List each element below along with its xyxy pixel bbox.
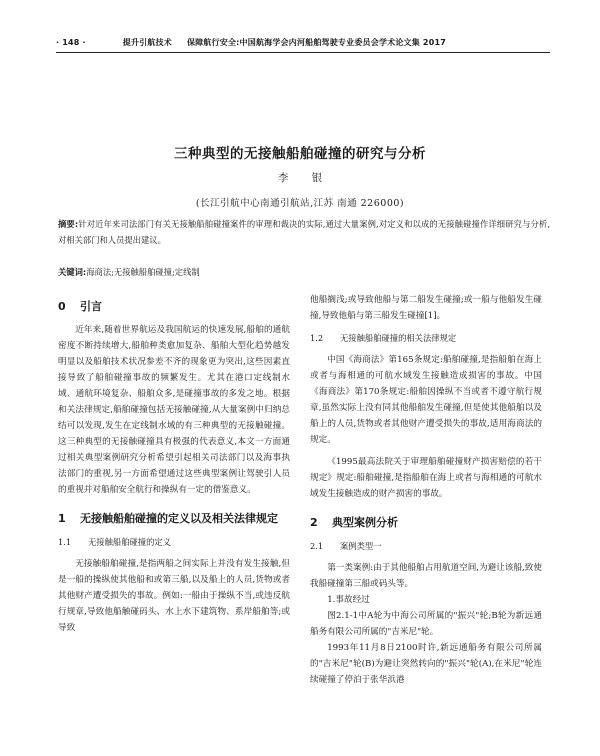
subsection-heading-2-1 [310,538,542,554]
abstract [58,216,550,248]
page-number: · 148 · [56,38,86,47]
section-number: 0 [58,300,66,313]
case-type-paragraph: 第一类案例:由于其他船舶占用航道空间,为避让该船,致使我船碰撞第三船或码头等。 [310,563,542,589]
maritime-code-paragraph: 中国《海商法》第165条规定:船舶碰撞,是指船舶在海上或者与海相通的可航水域发生接触造成损害的事故。中国《海商法》第170条规定:船舶因操纵不当或者不遵守航行规章,虽然实际上没有同其他船舶发生碰撞,但是使其他船舶以及船上的人员,货物或者其他财产遭受损失的事故,适用海商法的规定。 [310,355,542,445]
right-column [310,292,542,688]
definition-paragraph: 无接触船舶碰撞,是指两船之间实际上并没有发生接触,但是一船的操纵使其他船和或第三船,以及船上的人员,货物或者其他财产遭受损失的事故。例如:一船由于操纵不当,或违反航行规章,导致他船触碰码头、水上水下建筑物、系岸船舶等;或导致 [58,559,290,633]
incident-subheading: 1.事故经过 [327,595,370,605]
subsection-number: 1.1 [58,537,72,547]
keywords-label: 关键词: [58,267,87,277]
section-heading-2 [310,514,542,532]
author-affiliation: (长江引航中心南通引航站,江苏 南通 226000) [195,198,405,209]
incident-narrative-paragraph: 1993年11月8日2100时许,新远通船务有限公司所属的"吉米尼"轮(B)为避让突然转向的"振兴"轮(A),在米尼"轮连续碰撞了停泊于张华浜港 [310,643,542,685]
subsection-number: 1.2 [310,333,324,343]
running-head-proceedings: 保障航行安全:中国航海学会内河船舶驾驶专业委员会学术论文集 2017 [186,38,447,47]
subsection-heading-1-1 [58,534,290,550]
running-head [56,37,556,48]
left-column [58,292,290,636]
section-title: 典型案例分析 [332,516,398,529]
figure-reference-paragraph: 图2.1-1中A轮为中海公司所属的"振兴"轮;B轮为新远通船务有限公司所属的"吉米尼"轮。 [310,611,542,637]
supreme-court-paragraph: 《1995最高法院关于审理船舶碰撞财产损害赔偿的若干规定》规定:船舶碰撞,是指船舶在海上或者与海相通的可航水域发生接触造成的财产损害的事故。 [310,457,542,499]
article-title: 三种典型的无接触船舶碰撞的研究与分析 [174,146,426,162]
intro-paragraph: 近年来,随着世界航运及我国航运的快速发展,船舶的通航密度不断持续增大,船舶种类愈加复杂、船舶大型化趋势越发明显以及船舶技术状况参差不齐的现象更为突出,这些因素直接导致了船舶碰撞事故的频繁发生。尤其在港口定线制水域、通航环境复杂、船舶众多,是碰撞事故的多发之地。根据和关法律规定,船舶碰撞包括无接触碰撞,从大量案例中归纳总结可以发现,发生在定线制水域的有三种典型的无接触碰撞。这三种典型的无接触碰撞具有极强的代表意义,本文一方面通过相关典型案例研究分析希望引起相关司法部门以及海事执法部门的重视,另一方面希望通过这些典型案例让驾驶引人员的重视并对船舶安全航行和操纵有一定的借鉴意义。 [58,325,290,495]
article-author: 李 银 [277,172,333,184]
section-number: 2 [310,516,318,529]
keywords [58,265,550,279]
running-head-series: 提升引航技术 [122,38,172,47]
section-number: 1 [58,512,66,525]
keywords-text: 海商法;无接触船舶碰撞;定线制 [86,267,200,277]
section-heading-intro [58,298,290,316]
subsection-heading-1-2 [310,330,542,346]
subsection-title: 案例类型一 [340,541,382,551]
subsection-title: 无接触船舶碰撞的定义 [88,537,171,547]
section-title: 无接触船舶碰撞的定义以及相关法律规定 [80,512,278,525]
abstract-text: 针对近年来司法部门有关无接触船舶碰撞案件的审理和裁决的实际,通过大量案例,对定义和以成的无接触碰撞作详细研究与分析,对相关部门和人员提出建议。 [58,219,550,245]
subsection-title: 无接触船舶碰撞的相关法律规定 [340,333,457,343]
subsection-number: 2.1 [310,541,324,551]
section-title: 引言 [80,300,102,313]
continued-paragraph: 他船搁浅;或导致他船与第二船发生碰撞;或一船与他船发生碰撞,导致他船与第三船发生碰撞[1]。 [310,295,542,321]
header-rule [56,52,550,53]
abstract-label: 摘要: [58,219,79,229]
section-heading-1 [58,510,290,528]
